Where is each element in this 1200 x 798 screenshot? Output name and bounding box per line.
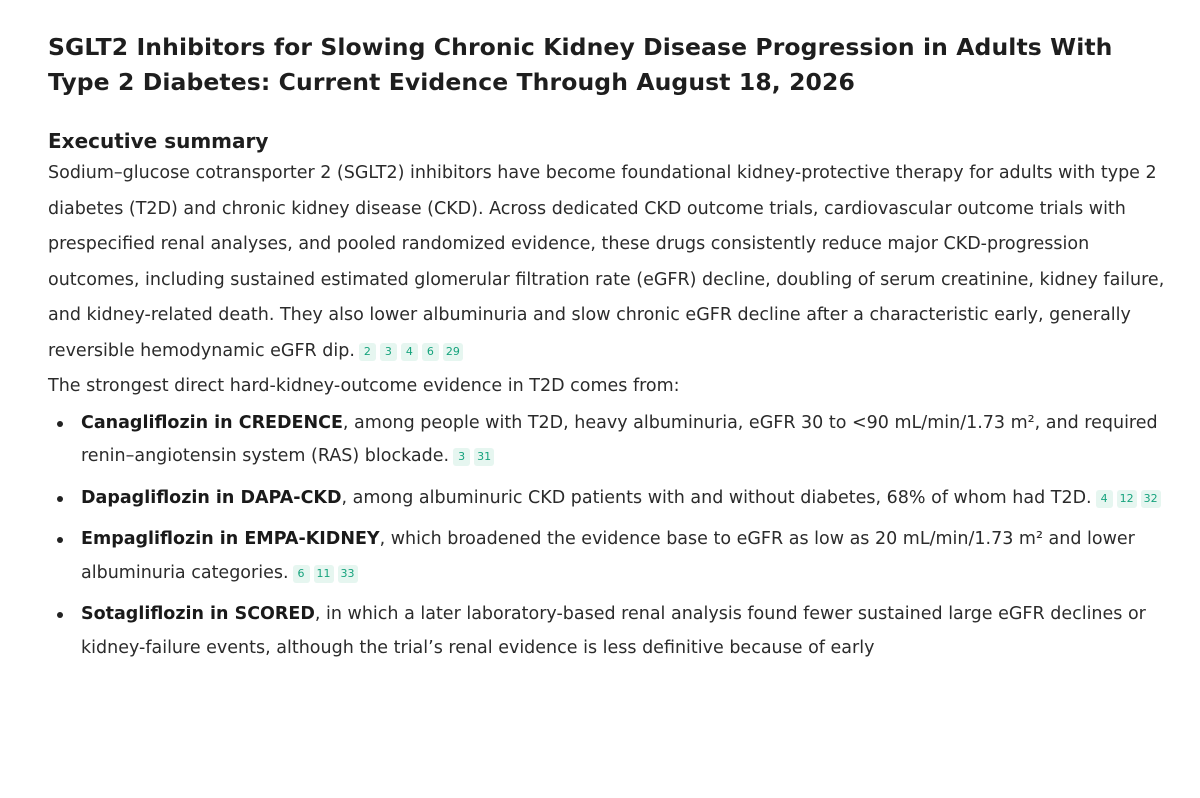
list-item [48,482,1180,516]
list-item-text: , among albuminuric CKD patients with and without diabetes, 68% of whom had T2D. [341,487,1092,508]
summary-paragraph [48,156,1180,369]
list-item [48,523,1180,590]
list-item-bold: Dapagliflozin in DAPA-CKD [81,487,342,508]
list-item-bold: Empagliflozin in EMPA-KIDNEY [81,529,380,549]
citation-badge[interactable]: 4 [1096,490,1113,508]
citation-badge[interactable]: 3 [380,343,397,361]
citation-badge[interactable]: 12 [1117,490,1137,508]
summary-paragraph-text: Sodium–glucose cotransporter 2 (SGLT2) inhibitors have become foundational kidney-protective therapy for adults with type 2 diabetes (T2D) and chronic kidney disease (CKD). Across dedicated CKD outcome trials, cardiovascular outcome trials with prespecified renal analyses, and pooled randomized evidence, these drugs consistently reduce major CKD-progression outcomes, including sustained estimated glomerular filtration rate (eGFR) decline, doubling of serum creatinine, kidney failure, and kidney-related death. They also lower albuminuria and slow chronic eGFR decline after a characteristic early, generally reversible hemodynamic eGFR dip. [48,163,1165,361]
bottom-fade-overlay [0,708,1200,798]
citation-badge[interactable]: 11 [314,565,334,583]
evidence-list [48,407,1180,666]
list-item-text: , which broadened the evidence base to eGFR as low as 20 mL/min/1.73 m² and lower albuminuria categories. [81,529,1135,583]
summary-citations [355,341,463,361]
citation-badge[interactable]: 3 [453,448,470,466]
list-item [48,598,1180,665]
document-title: SGLT2 Inhibitors for Slowing Chronic Kidney Disease Progression in Adults With Type 2 Diabetes: Current Evidence Through August 18, 2026 [48,33,1113,96]
section-heading-executive-summary: Executive summary [48,129,269,153]
citation-badge[interactable]: 29 [443,343,463,361]
citation-badge[interactable]: 6 [422,343,439,361]
citation-badge[interactable]: 31 [474,448,494,466]
citation-badge[interactable]: 32 [1141,490,1161,508]
list-item-bold: Sotagliflozin in SCORED [81,604,315,624]
citation-badge[interactable]: 6 [293,565,310,583]
document-page [48,30,1180,673]
list-item-bold: Canagliflozin in CREDENCE [81,412,343,433]
list-item-text: , in which a later laboratory-based renal analysis found fewer sustained large eGFR declines or kidney-failure events, although the trial’s renal evidence is less definitive because of early [81,604,1146,658]
evidence-intro: The strongest direct hard-kidney-outcome evidence in T2D comes from: [48,376,680,396]
citation-badge[interactable]: 2 [359,343,376,361]
list-item-text: , among people with T2D, heavy albuminuria, eGFR 30 to <90 mL/min/1.73 m², and required renin–angiotensin system (RAS) blockade. [81,412,1158,466]
list-item [48,407,1180,474]
citation-badge[interactable]: 4 [401,343,418,361]
citation-badge[interactable]: 33 [338,565,358,583]
